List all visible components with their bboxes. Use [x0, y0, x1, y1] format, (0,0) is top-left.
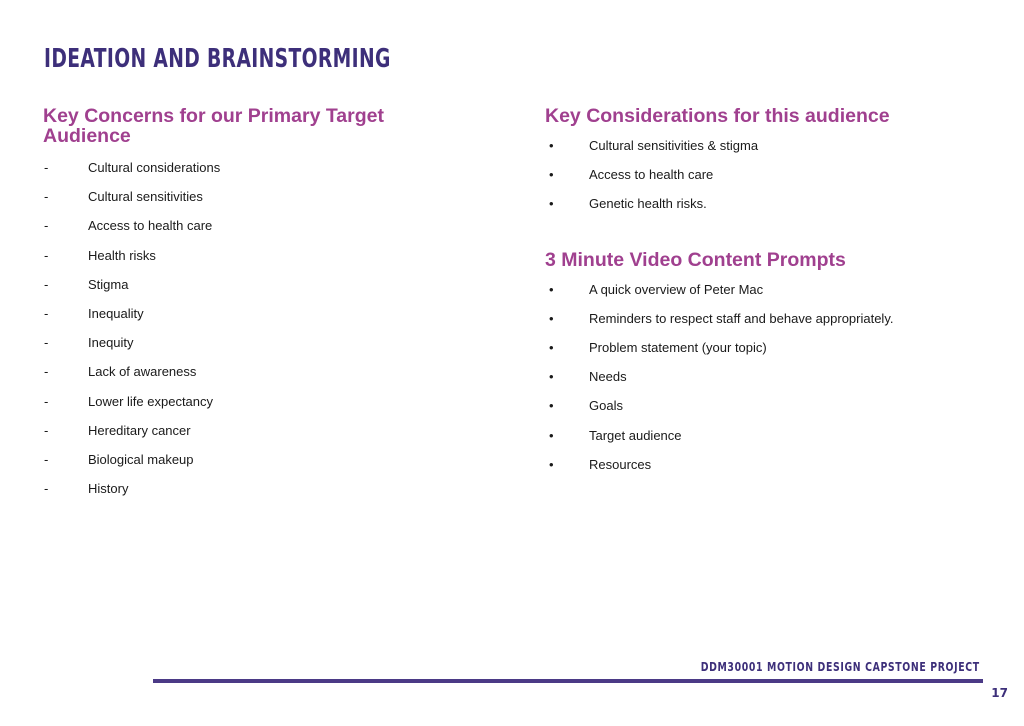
concern-item [43, 394, 443, 423]
list-item-text: Lower life expectancy [88, 393, 214, 409]
list-item-text: Lack of awareness [88, 364, 197, 380]
list-item-text: Goals [589, 398, 623, 414]
list-item-text: Reminders to respect staff and behave appropriately. [589, 310, 894, 326]
bullet-marker: - [44, 276, 49, 292]
footer-project-title: DDM30001 MOTION DESIGN CAPSTONE PROJECT [700, 660, 980, 674]
bullet-marker: - [44, 189, 49, 205]
bullet-marker: - [44, 364, 49, 380]
bullet-marker: - [44, 422, 49, 438]
prompt-item [545, 428, 965, 457]
list-item-text: Inequality [88, 305, 144, 321]
list-item-text: Needs [589, 369, 627, 385]
bullet-marker: • [549, 339, 554, 355]
bullet-marker: - [44, 305, 49, 321]
concern-item [43, 335, 443, 364]
list-item-text: Access to health care [88, 218, 213, 234]
bullet-marker: - [44, 160, 49, 175]
list-item-text: Health risks [88, 247, 156, 263]
bullet-marker: - [44, 335, 49, 351]
prompt-item [545, 340, 965, 369]
bullet-marker: • [549, 138, 554, 153]
consideration-item [545, 167, 965, 196]
prompt-item [545, 398, 965, 427]
list-item-text: Problem statement (your topic) [589, 339, 767, 355]
concern-item [43, 189, 443, 218]
consideration-item [545, 196, 965, 225]
key-considerations-list [545, 138, 965, 226]
list-item-text: Cultural sensitivities [88, 189, 203, 205]
list-item-text: Cultural sensitivities & stigma [589, 138, 759, 153]
page-title: IDEATION AND BRAINSTORMING [44, 44, 391, 74]
prompt-item [545, 282, 965, 311]
prompt-item [545, 457, 965, 486]
key-concerns-section [43, 106, 443, 510]
list-item-text: Inequity [88, 335, 134, 351]
bullet-marker: • [549, 398, 554, 414]
list-item-text: A quick overview of Peter Mac [589, 281, 764, 297]
concern-item [43, 364, 443, 393]
bullet-marker: • [549, 456, 554, 472]
bullet-marker: - [44, 451, 49, 467]
bullet-marker: • [549, 427, 554, 443]
concern-item [43, 218, 443, 247]
footer-divider [153, 679, 983, 683]
concern-item [43, 248, 443, 277]
list-item-text: Genetic health risks. [589, 196, 707, 212]
right-column [545, 106, 965, 486]
concern-item [43, 306, 443, 335]
bullet-marker: - [44, 481, 49, 497]
bullet-marker: • [549, 196, 554, 212]
bullet-marker: - [44, 247, 49, 263]
list-item-text: History [88, 481, 129, 497]
prompt-item [545, 369, 965, 398]
video-prompts-heading: 3 Minute Video Content Prompts [545, 248, 846, 271]
list-item-text: Hereditary cancer [88, 422, 191, 438]
list-item-text: Cultural considerations [88, 160, 221, 175]
prompt-item [545, 311, 965, 340]
bullet-marker: - [44, 393, 49, 409]
list-item-text: Stigma [88, 276, 129, 292]
concern-item [43, 277, 443, 306]
list-item-text: Biological makeup [88, 451, 194, 467]
list-item-text: Resources [589, 456, 652, 472]
video-prompts-list [545, 282, 965, 486]
bullet-marker: • [549, 310, 554, 326]
bullet-marker: • [549, 369, 554, 385]
concern-item [43, 423, 443, 452]
bullet-marker: - [44, 218, 49, 234]
concern-item [43, 481, 443, 510]
bullet-marker: • [549, 167, 554, 183]
concern-item [43, 452, 443, 481]
consideration-item [545, 138, 965, 167]
list-item-text: Access to health care [589, 167, 714, 183]
key-concerns-list [43, 160, 443, 510]
key-concerns-heading: Key Concerns for our Primary Target Audience [43, 105, 384, 147]
page-number: 17 [991, 686, 1008, 700]
list-item-text: Target audience [589, 427, 682, 443]
key-considerations-heading: Key Considerations for this audience [545, 105, 890, 127]
concern-item [43, 160, 443, 189]
bullet-marker: • [549, 281, 554, 297]
